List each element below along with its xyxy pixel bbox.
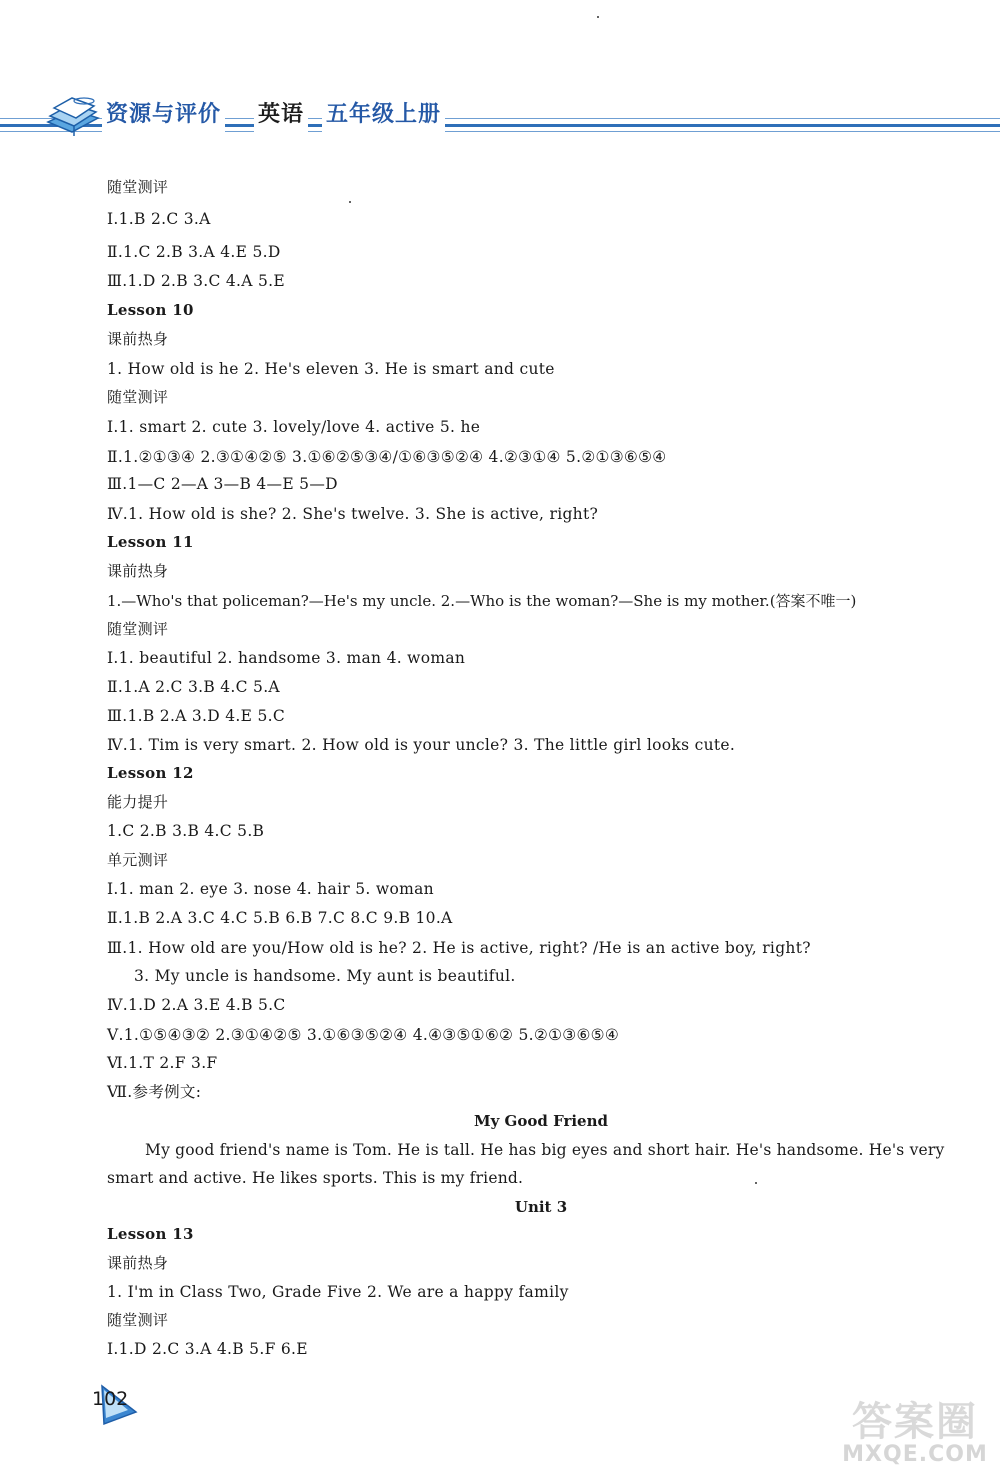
answer-line: Ⅱ.1.B 2.A 3.C 4.C 5.B 6.B 7.C 8.C 9.B 10.A [107,909,453,927]
section-heading: 随堂测评 [107,1311,169,1329]
section-heading: 课前热身 [107,562,169,580]
answer-line: Ⅳ.1.D 2.A 3.E 4.B 5.C [107,996,286,1014]
answer-line: 1.C 2.B 3.B 4.C 5.B [107,822,265,840]
essay-title: My Good Friend [474,1112,608,1130]
answer-line: 1. I'm in Class Two, Grade Five 2. We are a happy family [107,1283,569,1301]
section-heading: 随堂测评 [107,388,169,406]
lesson-title: Lesson 12 [107,764,194,782]
answer-line: 1. How old is he 2. He's eleven 3. He is smart and cute [107,360,555,378]
scan-speck [349,201,351,203]
answer-line: Ⅳ.1. How old is she? 2. She's twelve. 3. She is active, right? [107,505,599,523]
answer-line: Ⅳ.1. Tim is very smart. 2. How old is your uncle? 3. The little girl looks cute. [107,736,736,754]
lesson-title: Lesson 11 [107,533,194,551]
header-series: 资源与评价 [106,102,222,127]
scan-speck [597,16,599,18]
answer-line: Ⅲ.1—C 2—A 3—B 4—E 5—D [107,475,338,493]
answer-line: Ⅴ.1.①⑤④③② 2.③①④②⑤ 3.①⑥③⑤②④ 4.④③⑤①⑥② 5.②①③⑥⑤④ [107,1026,620,1044]
unit-title: Unit 3 [514,1198,568,1216]
lesson-title: Lesson 13 [107,1225,194,1243]
header-grade-title [322,98,445,132]
answer-line: Ⅰ.1. beautiful 2. handsome 3. man 4. woman [107,649,466,667]
site-watermark [835,1390,995,1470]
section-heading: 课前热身 [107,330,169,348]
section-heading: 随堂测评 [107,620,169,638]
header-subject-title [254,98,308,132]
section-heading: 随堂测评 [107,178,169,196]
page-number: 102 [92,1388,129,1410]
answer-line: Ⅱ.1.②①③④ 2.③①④②⑤ 3.①⑥②⑤③④/①⑥③⑤②④ 4.②③①④ 5.②①③⑥⑤④ [107,448,667,466]
answer-line: Ⅰ.1.D 2.C 3.A 4.B 5.F 6.E [107,1340,308,1358]
lesson-title: Lesson 10 [107,301,194,319]
answer-line: Ⅲ.1.B 2.A 3.D 4.E 5.C [107,707,286,725]
answer-line: 1.—Who's that policeman?—He's my uncle. 2.—Who is the woman?—She is my mother.(答案不唯一) [107,592,857,610]
answer-line: Ⅵ.1.T 2.F 3.F [107,1054,218,1072]
header-grade: 五年级上册 [326,102,442,127]
answer-line: Ⅲ.1. How old are you/How old is he? 2. He is active, right? /He is an active boy, right? [107,939,811,957]
answer-line: 3. My uncle is handsome. My aunt is beautiful. [134,967,516,985]
header-series-title [102,98,225,132]
answer-line: Ⅱ.1.C 2.B 3.A 4.E 5.D [107,243,281,261]
answer-line: Ⅲ.1.D 2.B 3.C 4.A 5.E [107,272,286,290]
book-stack-icon [44,92,102,142]
answer-line: Ⅰ.1. smart 2. cute 3. lovely/love 4. active 5. he [107,418,481,436]
section-heading: 能力提升 [107,793,169,811]
answer-line: Ⅰ.1. man 2. eye 3. nose 4. hair 5. woman [107,880,434,898]
answer-line: Ⅶ.参考例文: [107,1083,202,1101]
section-heading: 单元测评 [107,851,169,869]
essay-body: My good friend's name is Tom. He is tall. He has big eyes and short hair. He's handsome. He's very smart and active. He likes sports. This is my friend. [107,1141,945,1187]
answer-line: Ⅰ.1.B 2.C 3.A [107,210,211,228]
watermark-domain: MXQE.COM [842,1442,988,1467]
section-heading: 课前热身 [107,1254,169,1272]
header-subject: 英语 [258,102,305,127]
watermark-brand: 答案圈 [852,1399,978,1445]
page-number-badge [90,1380,150,1430]
answer-line: Ⅱ.1.A 2.C 3.B 4.C 5.A [107,678,280,696]
